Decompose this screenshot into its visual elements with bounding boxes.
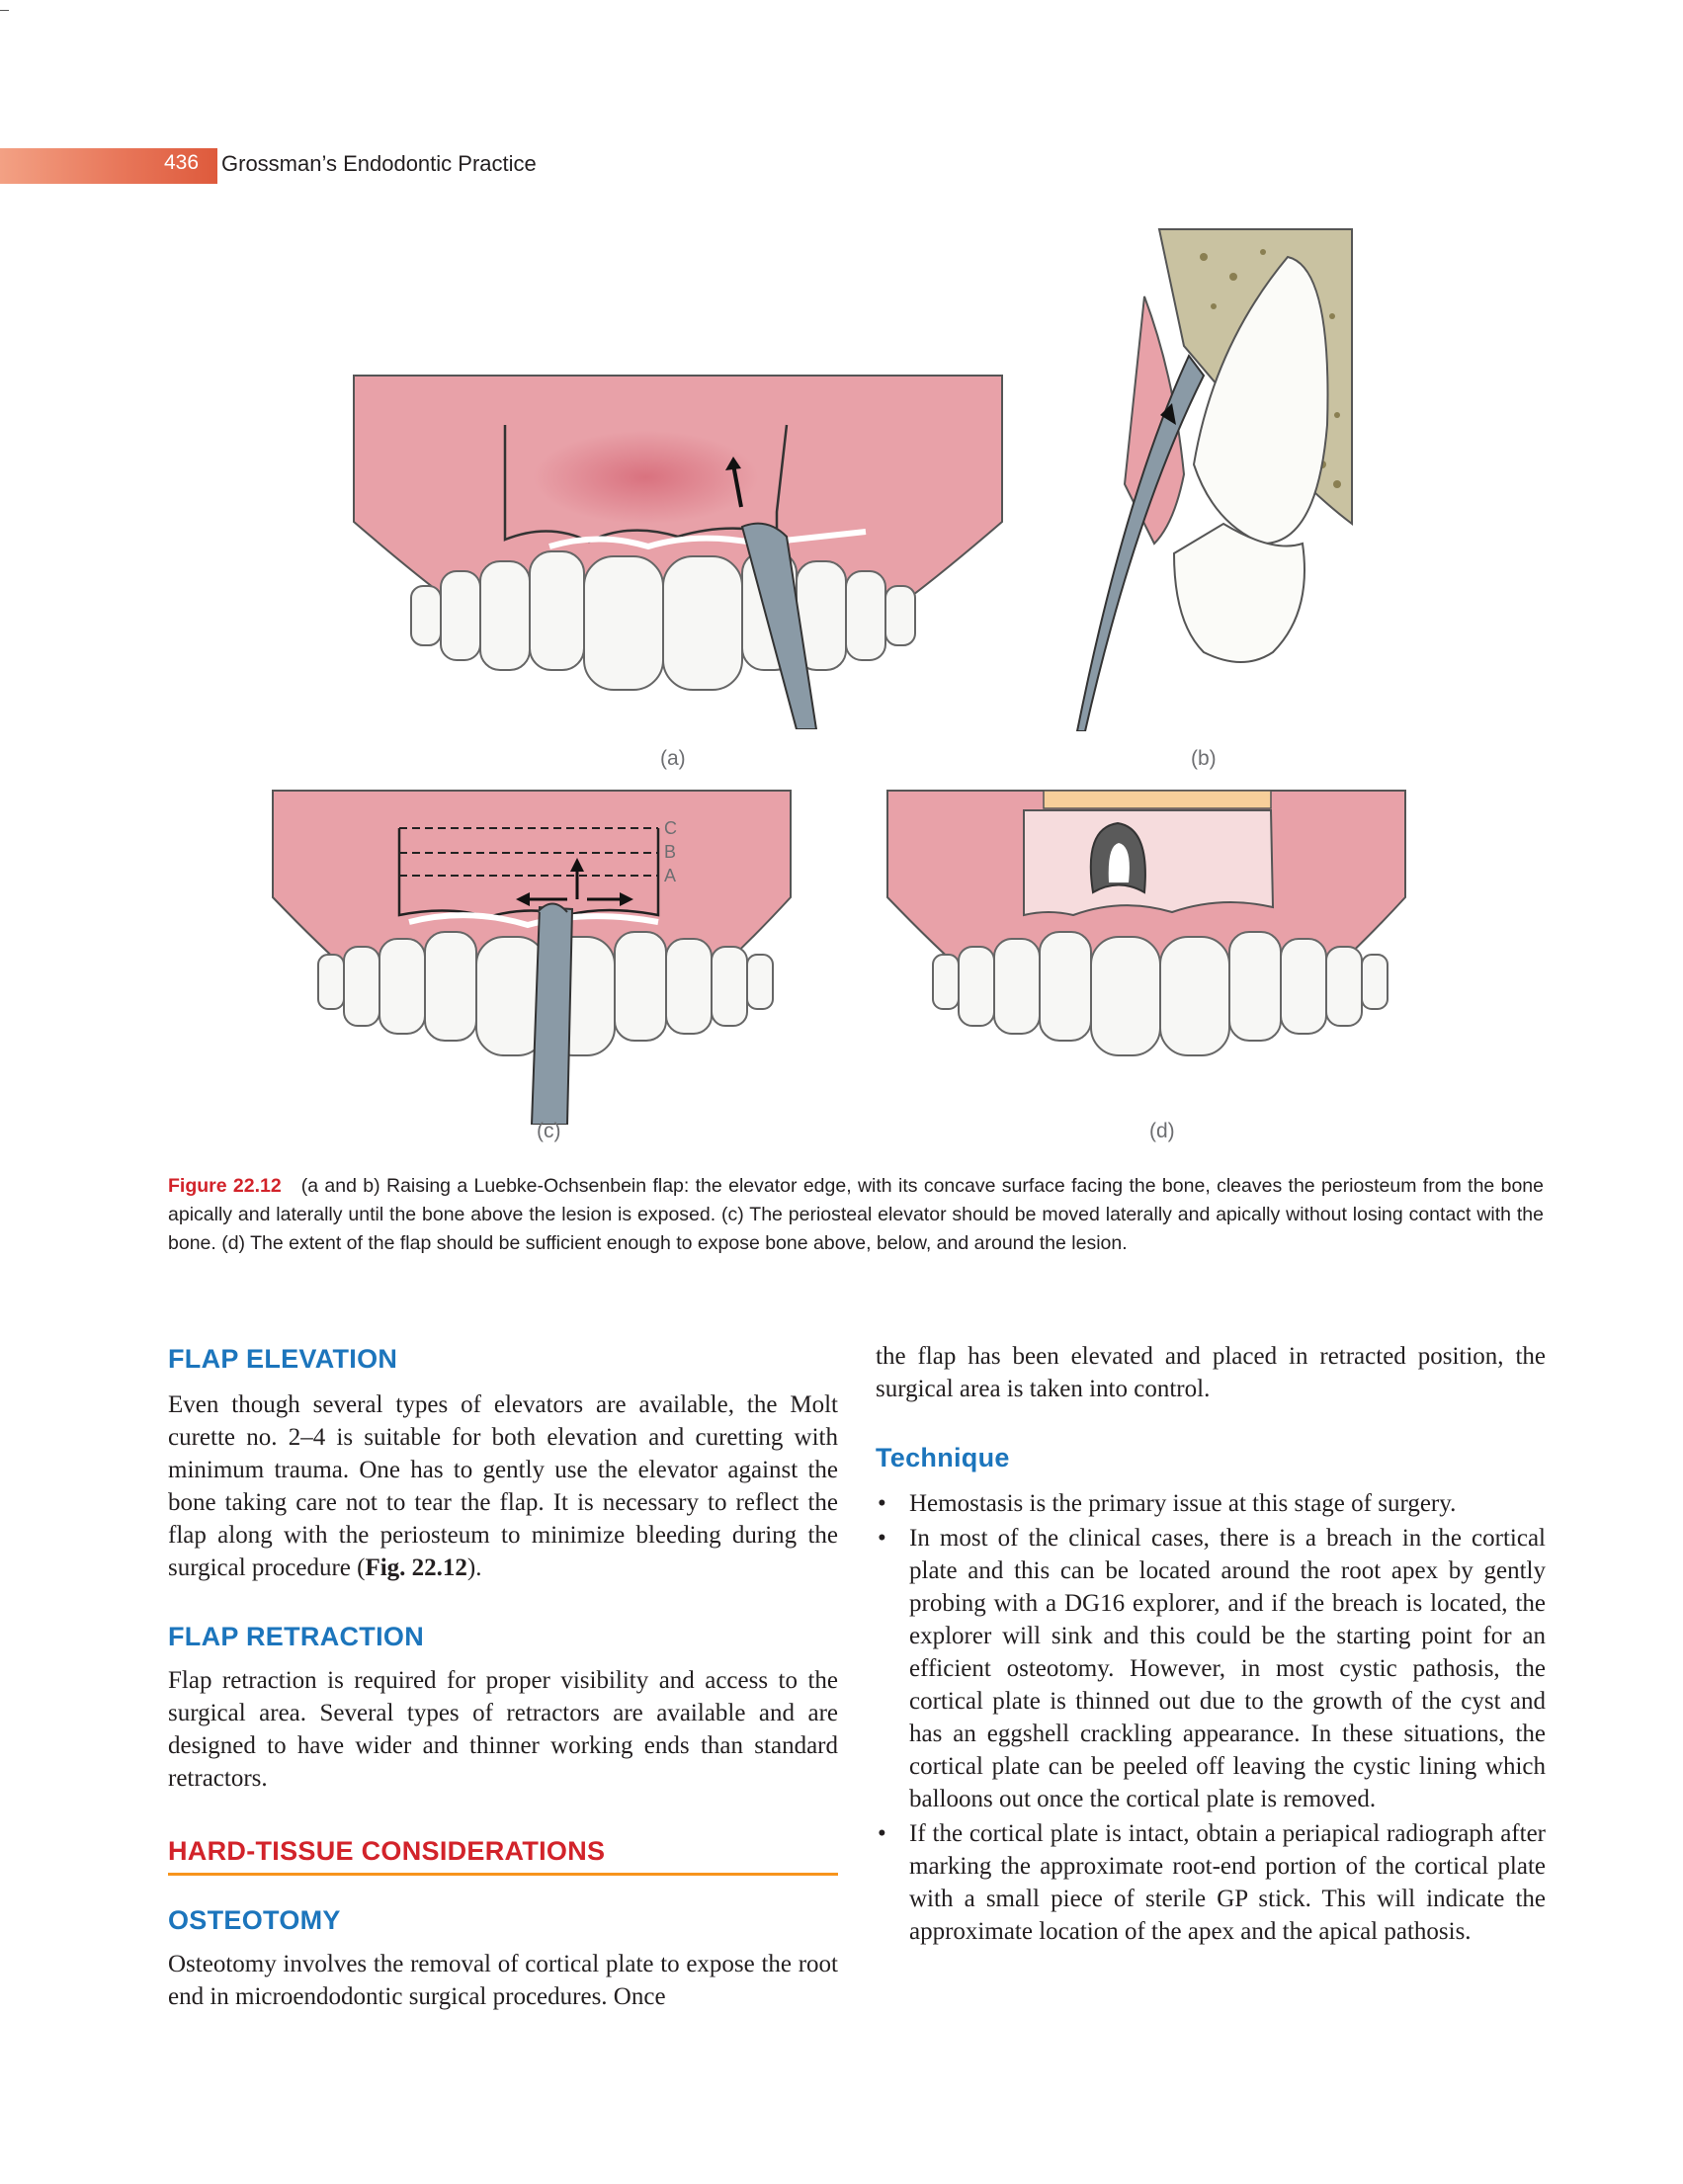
figure-panel-a: [352, 374, 1004, 729]
heading-osteotomy: OSTEOTOMY: [168, 1905, 341, 1935]
list-item-text: If the cortical plate is intact, obtain a periapical radiograph after marking the approximate root-end portion of the cortical plate with a small piece of sterile GP stick. This will indicate the approximate location of the apex and the apical pathosis.: [909, 1820, 1546, 1945]
paragraph-continuation: the flap has been elevated and placed in retracted position, the surgical area is taken into control.: [876, 1343, 1546, 1402]
page-number: 436: [164, 151, 200, 174]
panel-a-illustration: [352, 374, 1004, 729]
paragraph-flap-elevation: [168, 1388, 838, 1584]
level-label-c: C: [664, 818, 677, 838]
heading-flap-retraction: FLAP RETRACTION: [168, 1622, 424, 1651]
level-label-a: A: [664, 866, 677, 885]
panel-label-d: (d): [1149, 1120, 1175, 1142]
heading-flap-elevation: FLAP ELEVATION: [168, 1344, 398, 1374]
panel-b-illustration: [1065, 227, 1354, 731]
panel-label-a: (a): [660, 747, 686, 770]
panel-label-b: (b): [1191, 747, 1217, 770]
list-item: [876, 1522, 1546, 1815]
left-column: [168, 1344, 838, 2013]
list-item-text: Hemostasis is the primary issue at this stage of surgery.: [909, 1490, 1457, 1517]
flap-elevation-text: Even though several types of elevators are available, the Molt curette no. 2–4 is suitable for both elevation and curetting with minimum trauma. One has to gently use the elevator against the bone taking care not to tear the flap. It is necessary to reflect the flap along with the periosteum to minimize bleeding during the surgical procedure (: [168, 1391, 838, 1581]
list-item-text: In most of the clinical cases, there is a breach in the cortical plate and this can be located around the root apex by gently probing with a DG16 explorer, and if the breach is located, the explorer will sink and this could be the starting point for an efficient osteotomy. However, in most cystic pathosis, the cortical plate is thinned out due to the growth of the cyst and has an eggshell crackling appearance. In these situations, the cortical plate can be peeled off leaving the cystic lining which balloons out once the cortical plate is removed.: [909, 1525, 1546, 1812]
heading-technique: Technique: [876, 1443, 1010, 1472]
paragraph-osteotomy: Osteotomy involves the removal of cortical plate to expose the root end in microendodontic surgical procedures. Once: [168, 1951, 838, 2010]
figure-caption: [168, 1172, 1544, 1258]
running-title: Grossman’s Endodontic Practice: [221, 151, 537, 176]
figure-panel-b: [1065, 227, 1354, 731]
figure-caption-text: (a and b) Raising a Luebke-Ochsenbein flap: the elevator edge, with its concave surface facing the bone, cleaves the periosteum from the bone apically and laterally until the bone above the lesion is exposed. (c) The periosteal elevator should be moved laterally and apically without losing contact with the bone. (d) The extent of the flap should be sufficient enough to expose bone above, below, and around the lesion.: [168, 1175, 1544, 1254]
paragraph-flap-retraction: Flap retraction is required for proper visibility and access to the surgical area. Several types of retractors are available and are designed to have wider and thinner working ends than standard retractors.: [168, 1667, 838, 1792]
figure-panel-d: [885, 789, 1407, 1077]
corner-tick: [0, 10, 9, 11]
figure-number: Figure 22.12: [168, 1175, 282, 1197]
figure-reference: Fig. 22.12: [365, 1554, 467, 1581]
bullet-icon: •: [878, 1525, 886, 1552]
list-item: [876, 1817, 1546, 1948]
panel-c-illustration: [271, 789, 793, 1125]
bullet-icon: •: [878, 1490, 886, 1517]
heading-hard-tissue: HARD-TISSUE CONSIDERATIONS: [168, 1836, 838, 1876]
level-label-b: B: [664, 842, 677, 862]
technique-list: [876, 1487, 1546, 1948]
bullet-icon: •: [878, 1820, 886, 1847]
panel-d-illustration: [885, 789, 1407, 1077]
list-item: [876, 1487, 1546, 1520]
panel-label-c: (c): [537, 1120, 561, 1142]
flap-elevation-text-end: ).: [466, 1554, 482, 1581]
right-column: [876, 1344, 1546, 1950]
figure-panel-c: [271, 789, 793, 1125]
